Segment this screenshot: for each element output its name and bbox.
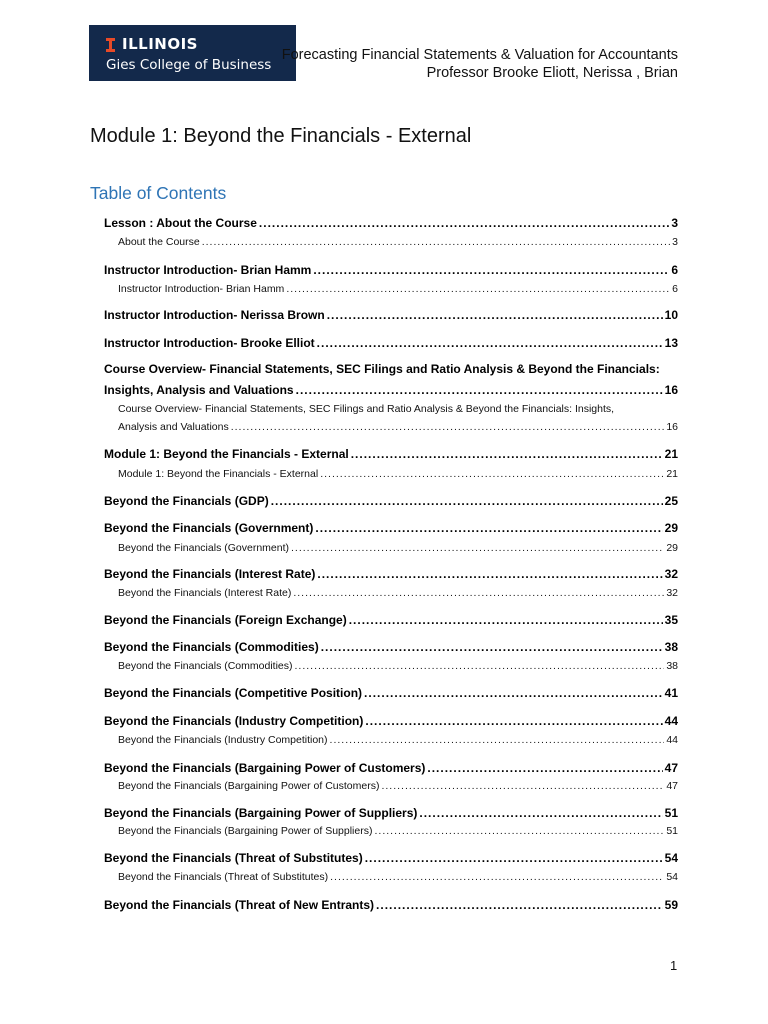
toc-page-number[interactable]: 29 bbox=[664, 521, 678, 535]
dot-leader bbox=[330, 870, 664, 884]
toc-entry[interactable] bbox=[104, 382, 678, 398]
dot-leader bbox=[293, 586, 664, 600]
instructors-line: Professor Brooke Eliott, Nerissa , Brian bbox=[426, 65, 678, 81]
toc-subentry[interactable] bbox=[104, 824, 678, 838]
toc-page-number[interactable]: 16 bbox=[664, 383, 678, 397]
toc-entry[interactable] bbox=[104, 262, 678, 278]
toc-entry-title[interactable]: Beyond the Financials (Bargaining Power of Customers) bbox=[118, 780, 380, 792]
dot-leader bbox=[427, 760, 662, 776]
toc-page-number[interactable]: 25 bbox=[664, 494, 678, 508]
dot-leader bbox=[364, 685, 663, 701]
dot-leader bbox=[317, 335, 663, 351]
toc-page-number[interactable]: 54 bbox=[664, 851, 678, 865]
toc-entry-title[interactable]: Beyond the Financials (Industry Competition) bbox=[104, 714, 364, 728]
toc-subentry[interactable] bbox=[104, 467, 678, 481]
toc-entry-title[interactable]: Beyond the Financials (Commodities) bbox=[104, 640, 319, 654]
document-header bbox=[282, 46, 678, 82]
toc-subentry[interactable] bbox=[104, 779, 678, 793]
toc-page-number[interactable]: 38 bbox=[664, 640, 678, 654]
toc-entry-title[interactable]: About the Course bbox=[118, 236, 200, 248]
dot-leader bbox=[381, 779, 664, 793]
toc-entry-title[interactable]: Instructor Introduction- Brooke Elliot bbox=[104, 336, 315, 350]
block-i-icon bbox=[106, 38, 115, 52]
toc-page-number[interactable]: 44 bbox=[666, 734, 678, 746]
toc-entry-title[interactable]: Beyond the Financials (Interest Rate) bbox=[118, 587, 292, 599]
dot-leader bbox=[419, 805, 662, 821]
toc-subentry[interactable] bbox=[104, 235, 678, 249]
dot-leader bbox=[271, 493, 663, 509]
toc-entry-title[interactable]: Lesson : About the Course bbox=[104, 216, 257, 230]
toc-entry-title-line[interactable]: Course Overview- Financial Statements, SEC Filings and Ratio Analysis & Beyond the Financials: bbox=[104, 362, 660, 376]
toc-entry[interactable] bbox=[104, 335, 678, 351]
toc-entry-title-line[interactable]: Course Overview- Financial Statements, SEC Filings and Ratio Analysis & Beyond the Financials: Insights, bbox=[118, 403, 615, 415]
toc-subentry[interactable] bbox=[104, 870, 678, 884]
toc-page-number[interactable]: 13 bbox=[664, 336, 678, 350]
toc-page-number[interactable]: 38 bbox=[666, 660, 678, 672]
toc-entry-title[interactable]: Beyond the Financials (Bargaining Power of Suppliers) bbox=[118, 825, 373, 837]
dot-leader bbox=[320, 467, 664, 481]
dot-leader bbox=[376, 897, 663, 913]
toc-entry-title[interactable]: Instructor Introduction- Brian Hamm bbox=[104, 263, 312, 277]
toc-subentry[interactable] bbox=[104, 420, 678, 434]
toc-entry-title[interactable]: Beyond the Financials (Commodities) bbox=[118, 660, 293, 672]
toc-page-number[interactable]: 6 bbox=[671, 263, 678, 277]
toc-entry-title[interactable]: Beyond the Financials (Threat of Substitutes) bbox=[118, 871, 329, 883]
toc-heading: Table of Contents bbox=[90, 183, 227, 203]
toc-entry-title[interactable]: Instructor Introduction- Nerissa Brown bbox=[104, 308, 325, 322]
toc-entry-title[interactable]: Insights, Analysis and Valuations bbox=[104, 383, 294, 397]
toc-subentry[interactable] bbox=[104, 733, 678, 747]
university-logo bbox=[89, 25, 296, 81]
toc-entry-title[interactable]: Beyond the Financials (Interest Rate) bbox=[104, 567, 316, 581]
toc-page-number[interactable]: 51 bbox=[666, 825, 678, 837]
logo-college-name: Gies College of Business bbox=[106, 57, 272, 73]
dot-leader bbox=[321, 639, 663, 655]
toc-entry[interactable] bbox=[104, 215, 678, 231]
dot-leader bbox=[365, 713, 662, 729]
toc-page-number[interactable]: 32 bbox=[664, 567, 678, 581]
toc-entry[interactable] bbox=[104, 713, 678, 729]
toc-entry-title[interactable]: Beyond the Financials (Competitive Position) bbox=[104, 686, 363, 700]
toc-entry[interactable] bbox=[104, 897, 678, 913]
toc-page-number[interactable]: 3 bbox=[671, 216, 678, 230]
toc-entry-title[interactable]: Analysis and Valuations bbox=[118, 421, 229, 433]
toc-entry[interactable] bbox=[104, 639, 678, 655]
toc-page-number[interactable]: 41 bbox=[664, 686, 678, 700]
toc-entry[interactable] bbox=[104, 307, 678, 323]
toc-entry[interactable] bbox=[104, 493, 678, 509]
toc-page-number[interactable]: 59 bbox=[664, 898, 678, 912]
toc-entry[interactable] bbox=[104, 612, 678, 628]
dot-leader bbox=[349, 612, 663, 628]
toc-entry-title[interactable]: Beyond the Financials (Threat of Substitutes) bbox=[104, 851, 363, 865]
page-number: 1 bbox=[670, 958, 678, 973]
dot-leader bbox=[315, 520, 662, 536]
toc-page-number[interactable]: 21 bbox=[664, 447, 678, 461]
dot-leader bbox=[317, 566, 662, 582]
toc-page-number[interactable]: 47 bbox=[666, 780, 678, 792]
dot-leader bbox=[202, 235, 670, 249]
document-title: Module 1: Beyond the Financials - External bbox=[90, 125, 472, 147]
toc-page-number[interactable]: 21 bbox=[666, 468, 678, 480]
toc-entry-title[interactable]: Module 1: Beyond the Financials - External bbox=[118, 468, 319, 480]
toc-subentry[interactable] bbox=[104, 586, 678, 600]
toc-page-number[interactable]: 35 bbox=[664, 613, 678, 627]
toc-entry[interactable] bbox=[104, 566, 678, 582]
dot-leader bbox=[295, 659, 665, 673]
toc-page-number[interactable]: 29 bbox=[666, 542, 678, 554]
toc-subentry[interactable] bbox=[104, 541, 678, 555]
toc-entry[interactable] bbox=[104, 850, 678, 866]
toc-entry-title[interactable]: Beyond the Financials (Bargaining Power of Customers) bbox=[104, 761, 426, 775]
toc-page-number[interactable]: 54 bbox=[666, 871, 678, 883]
dot-leader bbox=[296, 382, 663, 398]
toc-entry[interactable] bbox=[104, 760, 678, 776]
dot-leader bbox=[286, 282, 670, 296]
toc-entry-title[interactable]: Beyond the Financials (Government) bbox=[118, 542, 289, 554]
toc-entry-title[interactable]: Beyond the Financials (Government) bbox=[104, 521, 314, 535]
toc-page-number[interactable]: 6 bbox=[672, 283, 678, 295]
toc-entry-title[interactable]: Beyond the Financials (Industry Competition) bbox=[118, 734, 328, 746]
toc-page-number[interactable]: 10 bbox=[664, 308, 678, 322]
dot-leader bbox=[231, 420, 665, 434]
dot-leader bbox=[327, 307, 663, 323]
toc-subentry[interactable] bbox=[104, 659, 678, 673]
toc-page-number[interactable]: 16 bbox=[666, 421, 678, 433]
toc-entry-title[interactable]: Beyond the Financials (GDP) bbox=[104, 494, 269, 508]
toc-entry-title[interactable]: Instructor Introduction- Brian Hamm bbox=[118, 283, 285, 295]
dot-leader bbox=[374, 824, 664, 838]
logo-wordmark: ILLINOIS bbox=[122, 35, 198, 53]
toc-entry-title[interactable]: Beyond the Financials (Foreign Exchange) bbox=[104, 613, 347, 627]
toc-entry[interactable] bbox=[104, 685, 678, 701]
course-title: Forecasting Financial Statements & Valuation for Accountants bbox=[281, 47, 678, 63]
dot-leader bbox=[330, 733, 665, 747]
dot-leader bbox=[313, 262, 669, 278]
toc-page-number[interactable]: 3 bbox=[672, 236, 678, 248]
toc-subentry[interactable] bbox=[104, 282, 678, 296]
toc-page-number[interactable]: 32 bbox=[666, 587, 678, 599]
toc-page-number[interactable]: 51 bbox=[664, 806, 678, 820]
toc-entry[interactable] bbox=[104, 805, 678, 821]
dot-leader bbox=[291, 541, 664, 555]
dot-leader bbox=[351, 446, 663, 462]
toc-page-number[interactable]: 44 bbox=[664, 714, 678, 728]
toc-entry[interactable] bbox=[104, 446, 678, 462]
toc-entry-title[interactable]: Beyond the Financials (Threat of New Entrants) bbox=[104, 898, 375, 912]
toc-entry-title[interactable]: Module 1: Beyond the Financials - External bbox=[104, 447, 349, 461]
toc-page-number[interactable]: 47 bbox=[664, 761, 678, 775]
dot-leader bbox=[259, 215, 669, 231]
toc-entry[interactable] bbox=[104, 520, 678, 536]
toc-entry-title[interactable]: Beyond the Financials (Bargaining Power of Suppliers) bbox=[104, 806, 418, 820]
dot-leader bbox=[365, 850, 663, 866]
